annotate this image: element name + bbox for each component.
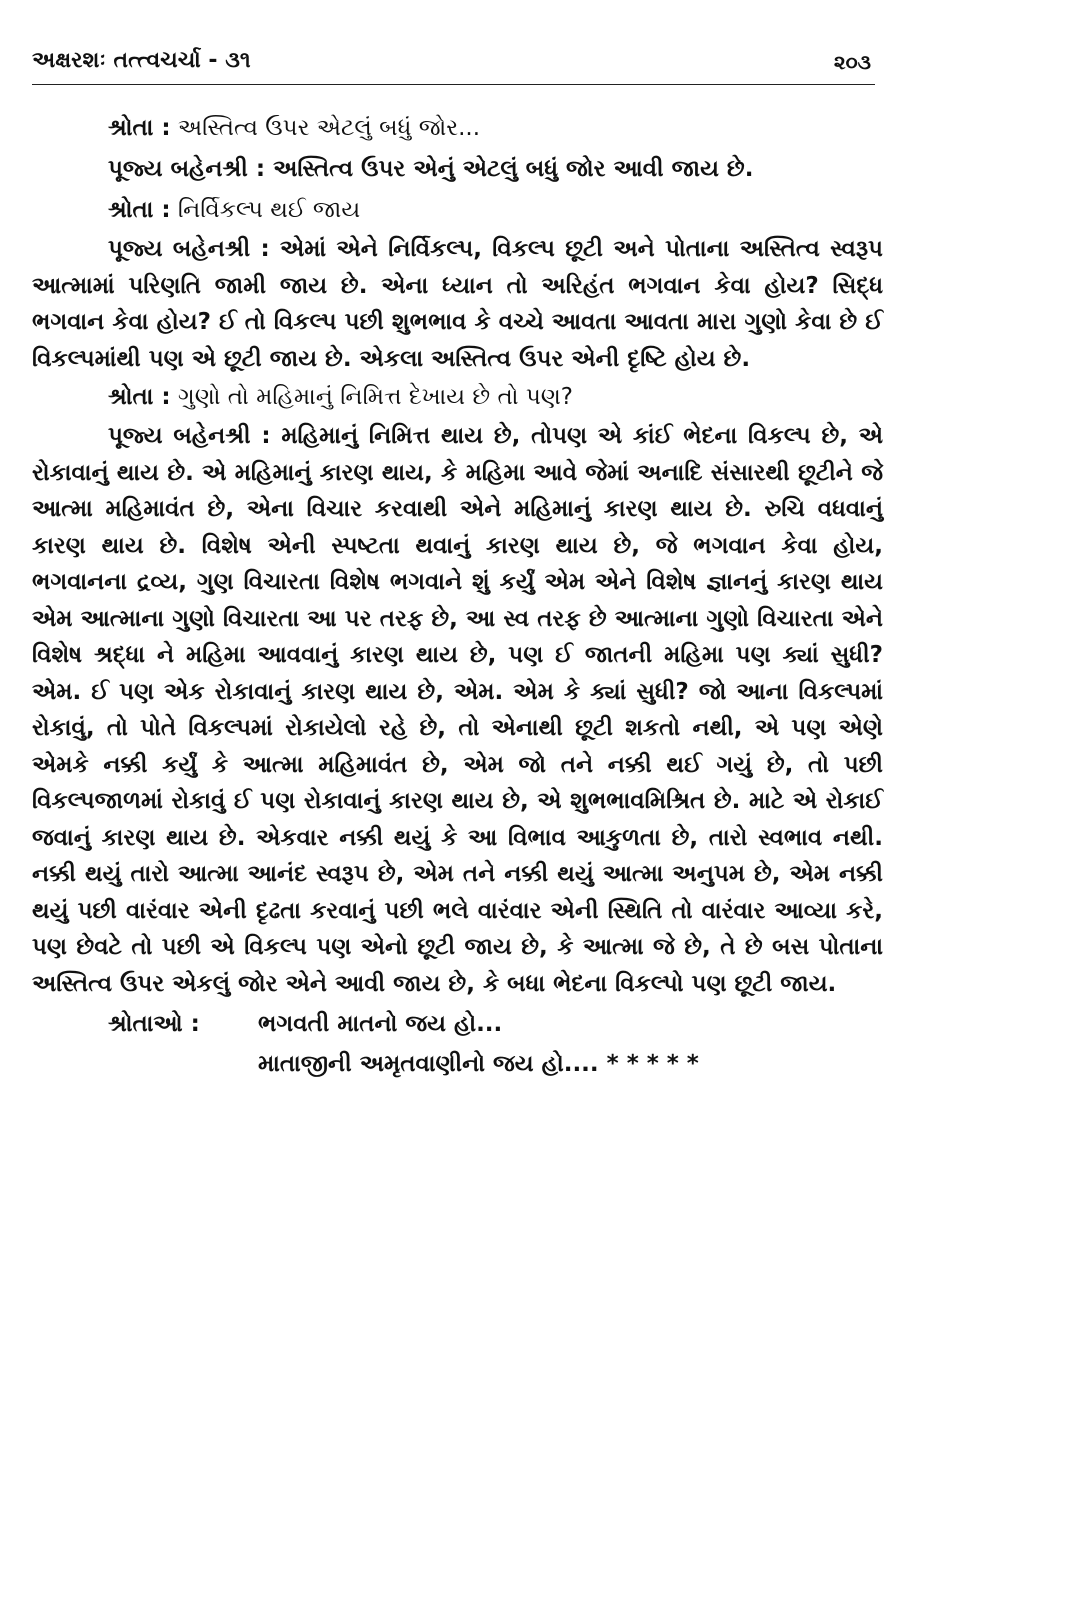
paragraph-text: એમાં એને નિર્વિકલ્પ, વિકલ્પ છૂટી અને પોતાના અસ્તિત્વ સ્વરૂપ આત્મામાં પરિણતિ જામી જાય છે. એના ધ્યાન તો અરિહંત ભગવાન કેવા હોય? સિદ્ધ ભગવાન કેવા હોય? ઈ તો વિકલ્પ પછી શુભભાવ કે વચ્ચે આવતા આવતા મારા ગુણો કેવા છે ઈ વિકલ્પમાંથી પણ એ છૂટી જાય છે. એકલા અસ્તિત્વ ઉપર એની દૃષ્ટિ હોય છે.	[32, 236, 883, 372]
paragraph-answer	[32, 418, 883, 1002]
paragraph-text: મહિમાનું નિમિત્ત થાય છે, તોપણ એ કાંઈ ભેદના વિકલ્પ છે, એ રોકાવાનું થાય છે. એ મહિમાનું કારણ થાય, કે મહિમા આવે જેમાં અનાદિ સંસારથી છૂટીને જે આત્મા મહિમાવંત છે, એના વિચાર કરવાથી એને મહિમાનું કારણ થાય છે. રુચિ વધવાનું કારણ થાય છે. વિશેષ એની સ્પષ્ટતા થવાનું કારણ થાય છે, જે ભગવાન કેવા હોય, ભગવાનના દ્રવ્ય, ગુણ વિચારતા વિશેષ ભગવાને શું કર્યું એમ એને વિશેષ જ્ઞાનનું કારણ થાય એમ આત્માના ગુણો વિચારતા આ પર તરફ છે, આ સ્વ તરફ છે આત્માના ગુણો વિચારતા એને વિશેષ શ્રદ્ધા ને મહિમા આવવાનું કારણ થાય છે, પણ ઈ જાતની મહિમા પણ ક્યાં સુધી? એમ. ઈ પણ એક રોકાવાનું કારણ થાય છે, એમ. એમ કે ક્યાં સુધી? જો આના વિકલ્પમાં રોકાવું, તો પોતે વિકલ્પમાં રોકાયેલો રહે છે, તો એનાથી છૂટી શકતો નથી, એ પણ એણે એમકે નક્કી કર્યું કે આત્મા મહિમાવંત છે, એમ જો તને નક્કી થઈ ગયું છે, તો પછી વિકલ્પજાળમાં રોકાવું ઈ પણ રોકાવાનું કારણ થાય છે, એ શુભભાવમિશ્રિત છે. માટે એ રોકાઈ જવાનું કારણ થાય છે. એકવાર નક્કી થયું કે આ વિભાવ આકુળતા છે, તારો સ્વભાવ નથી. નક્કી થયું તારો આત્મા આનંદ સ્વરૂપ છે, એમ તને નક્કી થયું આત્મા અનુપમ છે, એમ નક્કી થયું પછી વારંવાર એની દૃઢતા કરવાનું પછી ભલે વારંવાર એની સ્થિતિ તો વારંવાર આવ્યા કરે, પણ છેવટે તો પછી એ વિકલ્પ પણ એનો છૂટી જાય છે, કે આત્મા જે છે, તે છે બસ પોતાના અસ્તિત્વ ઉપર એકલું જોર એને આવી જાય છે, કે બધા ભેદના વિકલ્પો પણ છૂટી જાય.	[32, 423, 883, 997]
paragraph-answer	[32, 149, 883, 190]
speaker-label: શ્રોતા :	[108, 197, 171, 223]
speaker-label: પૂજ્ય બહેનશ્રી :	[108, 423, 271, 449]
paragraph-answer	[32, 231, 883, 377]
paragraph-text: અસ્તિત્વ ઉપર એટલું બધું જોર...	[170, 115, 481, 141]
speaker-label: શ્રોતા :	[108, 384, 171, 410]
paragraph-listener	[32, 190, 883, 231]
paragraph-text: અસ્તિત્વ ઉપર એનું એટલું બધું જોર આવી જાય છે.	[265, 156, 754, 182]
closing-line: માતાજીની અમૃતવાણીનો જય હો.... * * * * *	[258, 1051, 699, 1077]
closing-salutation	[32, 1004, 883, 1084]
paragraph-listener	[32, 108, 883, 149]
speaker-label: પૂજ્ય બહેનશ્રી :	[108, 236, 270, 262]
paragraph-listener	[32, 377, 883, 418]
paragraph-text: ગુણો તો મહિમાનું નિમિત્ત દેખાય છે તો પણ?	[170, 384, 574, 410]
paragraph-text: નિર્વિકલ્પ થઈ જાય	[170, 197, 361, 223]
speaker-label: શ્રોતાઓ :	[108, 1011, 200, 1037]
speaker-label: શ્રોતા :	[108, 115, 171, 141]
speaker-label: પૂજ્ય બહેનશ્રી :	[108, 156, 266, 182]
page-number: ૨૦૩	[833, 50, 871, 74]
closing-line: ભગવતી માતનો જય હો...	[258, 1011, 503, 1037]
page-body	[32, 108, 883, 1084]
running-title: અક્ષરશઃ તત્ત્વચર્ચા - ૩૧	[32, 48, 251, 73]
page-header	[32, 44, 875, 85]
